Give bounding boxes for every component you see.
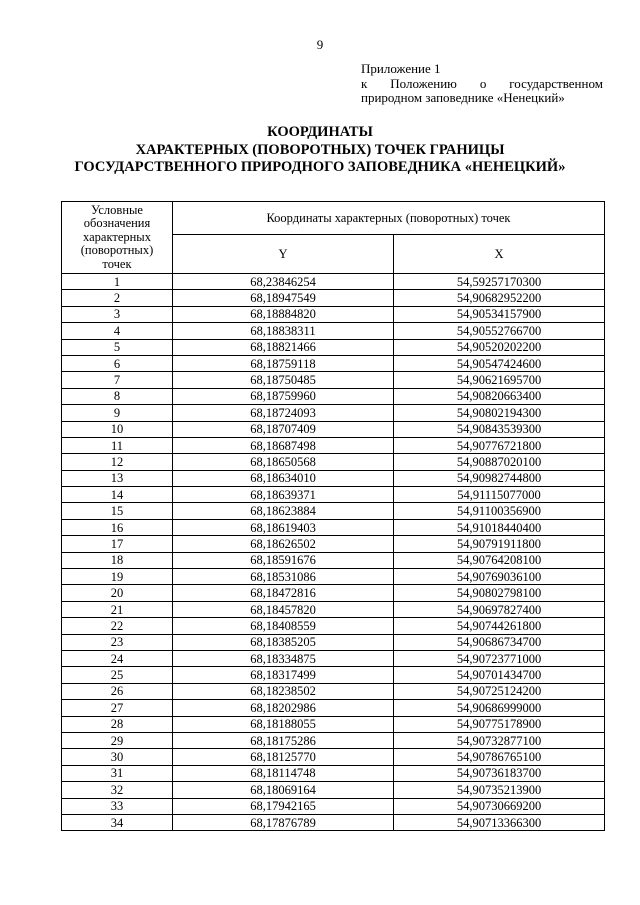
x-coordinate-cell: 54,90802194300 — [394, 405, 605, 421]
x-coordinate-cell: 54,59257170300 — [394, 274, 605, 290]
table-row — [62, 569, 605, 585]
x-coordinate-cell: 54,90736183700 — [394, 765, 605, 781]
x-coordinate-cell: 54,90764208100 — [394, 552, 605, 568]
y-coordinate-cell: 68,18591676 — [173, 552, 394, 568]
appendix-line-2 — [361, 77, 603, 92]
table-row — [62, 437, 605, 453]
point-number-cell: 26 — [62, 683, 173, 699]
appendix-word: государственном — [509, 75, 603, 91]
table-row — [62, 323, 605, 339]
header-x: X — [394, 235, 605, 274]
x-coordinate-cell: 54,90802798100 — [394, 585, 605, 601]
table-row — [62, 421, 605, 437]
y-coordinate-cell: 68,18317499 — [173, 667, 394, 683]
table-row — [62, 388, 605, 404]
point-number-cell: 8 — [62, 388, 173, 404]
x-coordinate-cell: 54,90820663400 — [394, 388, 605, 404]
x-coordinate-cell: 54,90744261800 — [394, 618, 605, 634]
y-coordinate-cell: 68,18334875 — [173, 650, 394, 666]
y-coordinate-cell: 68,18634010 — [173, 470, 394, 486]
x-coordinate-cell: 54,90682952200 — [394, 290, 605, 306]
document-title — [0, 124, 640, 177]
x-coordinate-cell: 54,90686734700 — [394, 634, 605, 650]
point-number-cell: 3 — [62, 306, 173, 322]
y-coordinate-cell: 68,18821466 — [173, 339, 394, 355]
y-coordinate-cell: 68,18650568 — [173, 454, 394, 470]
y-coordinate-cell: 68,18531086 — [173, 569, 394, 585]
y-coordinate-cell: 68,18114748 — [173, 765, 394, 781]
header-point-label — [62, 202, 173, 274]
y-coordinate-cell: 68,18750485 — [173, 372, 394, 388]
table-row — [62, 683, 605, 699]
appendix-line-3: природном заповеднике «Ненецкий» — [361, 90, 565, 105]
point-number-cell: 14 — [62, 487, 173, 503]
y-coordinate-cell: 68,17942165 — [173, 798, 394, 814]
x-coordinate-cell: 54,91100356900 — [394, 503, 605, 519]
y-coordinate-cell: 68,18623884 — [173, 503, 394, 519]
table-row — [62, 700, 605, 716]
x-coordinate-cell: 54,90887020100 — [394, 454, 605, 470]
x-coordinate-cell: 54,91018440400 — [394, 519, 605, 535]
y-coordinate-cell: 68,18626502 — [173, 536, 394, 552]
point-number-cell: 6 — [62, 355, 173, 371]
table-row — [62, 732, 605, 748]
point-number-cell: 7 — [62, 372, 173, 388]
y-coordinate-cell: 68,18838311 — [173, 323, 394, 339]
x-coordinate-cell: 54,90982744800 — [394, 470, 605, 486]
table-row — [62, 470, 605, 486]
point-number-cell: 18 — [62, 552, 173, 568]
x-coordinate-cell: 54,90686999000 — [394, 700, 605, 716]
y-coordinate-cell: 68,18724093 — [173, 405, 394, 421]
page-number: 9 — [316, 37, 324, 52]
appendix-note — [361, 62, 603, 106]
table-row — [62, 650, 605, 666]
title-line-3: ГОСУДАРСТВЕННОГО ПРИРОДНОГО ЗАПОВЕДНИКА «НЕНЕЦКИЙ» — [74, 159, 566, 175]
y-coordinate-cell: 68,18639371 — [173, 487, 394, 503]
header-label-line: точек — [102, 256, 132, 271]
x-coordinate-cell: 54,90552766700 — [394, 323, 605, 339]
y-coordinate-cell: 68,18472816 — [173, 585, 394, 601]
table-row — [62, 503, 605, 519]
point-number-cell: 33 — [62, 798, 173, 814]
point-number-cell: 10 — [62, 421, 173, 437]
table-row — [62, 667, 605, 683]
x-coordinate-cell: 54,90769036100 — [394, 569, 605, 585]
x-coordinate-cell: 54,90732877100 — [394, 732, 605, 748]
table-row — [62, 519, 605, 535]
appendix-word: Положению — [390, 75, 457, 91]
table-row — [62, 290, 605, 306]
y-coordinate-cell: 68,18884820 — [173, 306, 394, 322]
x-coordinate-cell: 54,90786765100 — [394, 749, 605, 765]
point-number-cell: 1 — [62, 274, 173, 290]
x-coordinate-cell: 54,90621695700 — [394, 372, 605, 388]
point-number-cell: 17 — [62, 536, 173, 552]
point-number-cell: 29 — [62, 732, 173, 748]
y-coordinate-cell: 68,18069164 — [173, 782, 394, 798]
header-label-line: (поворотных) — [80, 243, 154, 258]
table-row — [62, 634, 605, 650]
x-coordinate-cell: 54,90775178900 — [394, 716, 605, 732]
header-label-line: обозначения — [83, 216, 151, 231]
y-coordinate-cell: 68,23846254 — [173, 274, 394, 290]
header-label-line: Условные — [91, 202, 143, 217]
y-coordinate-cell: 68,18125770 — [173, 749, 394, 765]
header-coordinates: Координаты характерных (поворотных) точек — [173, 202, 605, 235]
y-coordinate-cell: 68,18202986 — [173, 700, 394, 716]
table-row — [62, 274, 605, 290]
table-row — [62, 454, 605, 470]
header-label-line: характерных — [83, 229, 151, 244]
point-number-cell: 12 — [62, 454, 173, 470]
x-coordinate-cell: 54,90713366300 — [394, 814, 605, 830]
table-row — [62, 372, 605, 388]
table-row — [62, 487, 605, 503]
appendix-word: к — [361, 75, 368, 91]
point-number-cell: 4 — [62, 323, 173, 339]
y-coordinate-cell: 68,18408559 — [173, 618, 394, 634]
y-coordinate-cell: 68,18385205 — [173, 634, 394, 650]
x-coordinate-cell: 54,90547424600 — [394, 355, 605, 371]
point-number-cell: 30 — [62, 749, 173, 765]
appendix-line-1: Приложение 1 — [361, 61, 441, 76]
x-coordinate-cell: 54,90534157900 — [394, 306, 605, 322]
point-number-cell: 9 — [62, 405, 173, 421]
x-coordinate-cell: 54,90701434700 — [394, 667, 605, 683]
y-coordinate-cell: 68,18947549 — [173, 290, 394, 306]
point-number-cell: 24 — [62, 650, 173, 666]
y-coordinate-cell: 68,17876789 — [173, 814, 394, 830]
table-row — [62, 306, 605, 322]
table-row — [62, 552, 605, 568]
y-coordinate-cell: 68,18457820 — [173, 601, 394, 617]
table-row — [62, 782, 605, 798]
title-line-2: ХАРАКТЕРНЫХ (ПОВОРОТНЫХ) ТОЧЕК ГРАНИЦЫ — [135, 141, 505, 158]
point-number-cell: 5 — [62, 339, 173, 355]
y-coordinate-cell: 68,18238502 — [173, 683, 394, 699]
table-body — [62, 274, 605, 831]
point-number-cell: 21 — [62, 601, 173, 617]
header-y: Y — [173, 235, 394, 274]
x-coordinate-cell: 54,90791911800 — [394, 536, 605, 552]
table-row — [62, 798, 605, 814]
x-coordinate-cell: 54,90776721800 — [394, 437, 605, 453]
x-coordinate-cell: 54,90697827400 — [394, 601, 605, 617]
table-row — [62, 601, 605, 617]
x-coordinate-cell: 54,90843539300 — [394, 421, 605, 437]
y-coordinate-cell: 68,18759960 — [173, 388, 394, 404]
coordinates-table — [61, 201, 605, 831]
point-number-cell: 27 — [62, 700, 173, 716]
x-coordinate-cell: 54,91115077000 — [394, 487, 605, 503]
y-coordinate-cell: 68,18175286 — [173, 732, 394, 748]
point-number-cell: 28 — [62, 716, 173, 732]
x-coordinate-cell: 54,90735213900 — [394, 782, 605, 798]
table-row — [62, 585, 605, 601]
x-coordinate-cell: 54,90730669200 — [394, 798, 605, 814]
appendix-word: о — [479, 75, 487, 91]
title-line-1: КООРДИНАТЫ — [267, 124, 373, 140]
x-coordinate-cell: 54,90723771000 — [394, 650, 605, 666]
table-row — [62, 765, 605, 781]
x-coordinate-cell: 54,90520202200 — [394, 339, 605, 355]
x-coordinate-cell: 54,90725124200 — [394, 683, 605, 699]
table-row — [62, 618, 605, 634]
y-coordinate-cell: 68,18759118 — [173, 355, 394, 371]
point-number-cell: 34 — [62, 814, 173, 830]
point-number-cell: 23 — [62, 634, 173, 650]
point-number-cell: 22 — [62, 618, 173, 634]
y-coordinate-cell: 68,18707409 — [173, 421, 394, 437]
table-row — [62, 814, 605, 830]
point-number-cell: 2 — [62, 290, 173, 306]
point-number-cell: 15 — [62, 503, 173, 519]
point-number-cell: 16 — [62, 519, 173, 535]
point-number-cell: 13 — [62, 470, 173, 486]
table-row — [62, 716, 605, 732]
point-number-cell: 20 — [62, 585, 173, 601]
point-number-cell: 11 — [62, 437, 173, 453]
point-number-cell: 19 — [62, 569, 173, 585]
table-row — [62, 536, 605, 552]
table-row — [62, 339, 605, 355]
y-coordinate-cell: 68,18188055 — [173, 716, 394, 732]
table-row — [62, 405, 605, 421]
y-coordinate-cell: 68,18619403 — [173, 519, 394, 535]
table-row — [62, 749, 605, 765]
y-coordinate-cell: 68,18687498 — [173, 437, 394, 453]
point-number-cell: 31 — [62, 765, 173, 781]
point-number-cell: 32 — [62, 782, 173, 798]
point-number-cell: 25 — [62, 667, 173, 683]
table-row — [62, 355, 605, 371]
